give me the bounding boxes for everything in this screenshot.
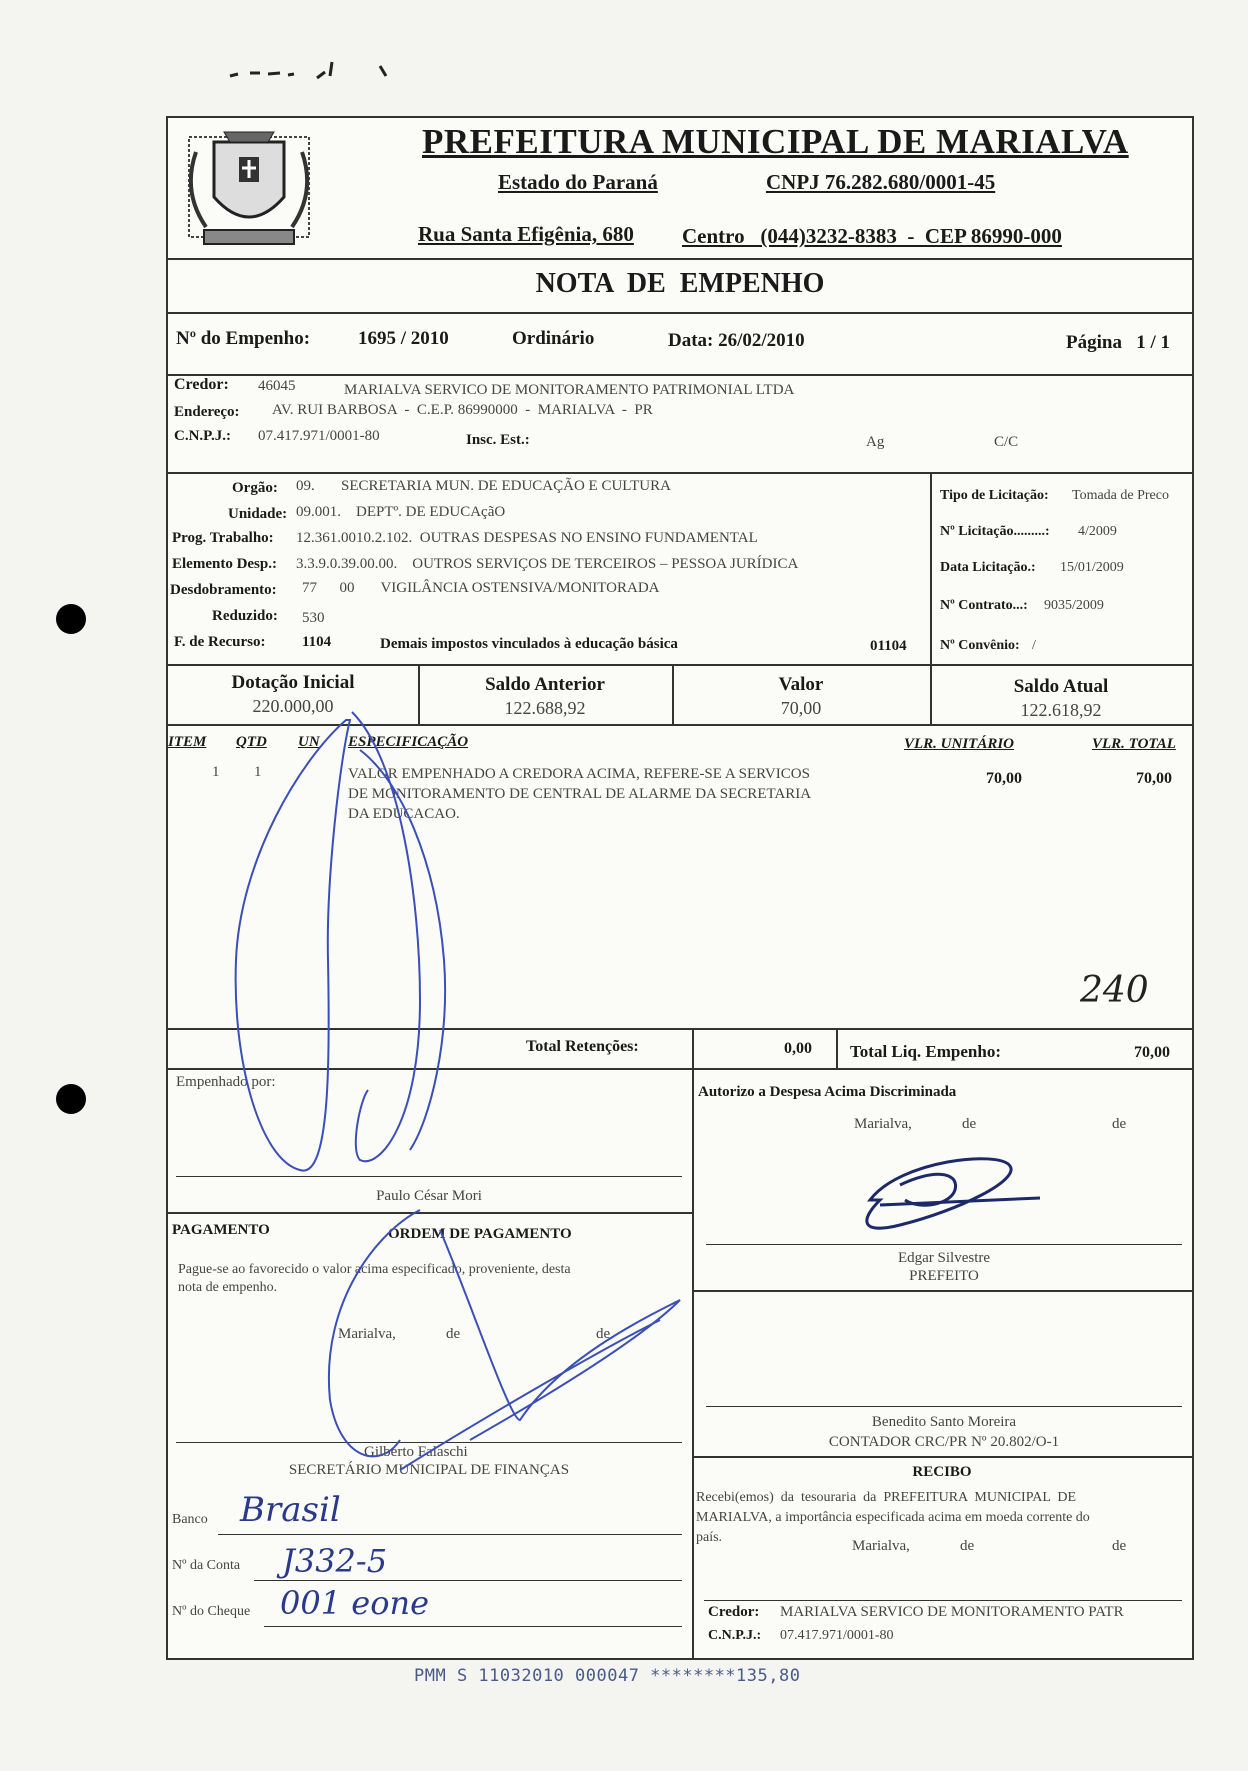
col-header-item: ITEM [168,734,207,750]
unidade-label: Unidade: [228,506,288,522]
orgao-label: Orgão: [232,480,278,496]
municipality-title: PREFEITURA MUNICIPAL DE MARIALVA [422,122,1129,161]
prefeito-name: Edgar Silvestre [897,1250,991,1266]
conta-label: Nº da Conta [172,1558,241,1573]
recibo-text-3: país. [696,1530,723,1545]
dotacao-inicial-value: 220.000,00 [252,696,334,716]
item-spec-line-2: DE MONITORAMENTO DE CENTRAL DE ALARME DA SECRETARIA [348,786,812,802]
empenho-date: Data: 26/02/2010 [668,330,805,351]
empenho-info-section [168,314,1192,376]
recibo-credor-label: Credor: [708,1604,760,1620]
reduzido-value: 530 [302,610,325,626]
contrato-value: 9035/2009 [1044,598,1104,613]
saldo-atual-value: 122.618,92 [1020,700,1102,720]
recibo-cnpj-value: 07.417.971/0001-80 [780,1628,894,1643]
desdobramento-value: 77 00 VIGILÂNCIA OSTENSIVA/MONITORADA [302,580,660,596]
banco-handwritten: Brasil [240,1490,341,1530]
col-header-vlr-unitario: VLR. UNITÁRIO [904,736,1015,752]
contrato-label: Nº Contrato...: [940,598,1028,613]
cheque-label: Nº do Cheque [172,1604,251,1619]
desdobramento-label: Desdobramento: [170,582,277,598]
num-licitacao-value: 4/2009 [1078,524,1117,539]
item-qtd: 1 [254,764,262,780]
empenho-number-label: Nº do Empenho: [176,328,311,349]
recibo-label: RECIBO [912,1464,972,1480]
municipality-cnpj: CNPJ 76.282.680/0001-45 [766,170,996,194]
item-total-value: 70,00 [1136,770,1172,787]
ordem-pagamento-label: ORDEM DE PAGAMENTO [388,1226,572,1242]
total-liq-value: 70,00 [1134,1044,1170,1061]
item-spec-line-3: DA EDUCACAO. [348,806,460,822]
unidade-value: 09.001. DEPTº. DE EDUCAçãO [296,504,506,520]
saldos-section [168,666,1192,726]
recibo-credor-value: MARIALVA SERVICO DE MONITORAMENTO PATR [780,1604,1124,1620]
cheque-handwritten: 001 eone [280,1584,429,1622]
autorizo-de-1: de [962,1116,977,1132]
pagamento-de-1: de [446,1326,461,1342]
recibo-place: Marialva, [852,1538,910,1554]
pagamento-text-1: Pague-se ao favorecido o valor acima especificado, proveniente, desta [178,1262,571,1277]
empenhado-signer: Paulo César Mori [376,1188,482,1204]
saldo-anterior-label: Saldo Anterior [485,674,605,695]
col-header-un: UN [298,734,320,750]
credor-cnpj-label: C.N.P.J.: [174,428,231,444]
prefeito-role: PREFEITO [909,1268,979,1284]
col-header-vlr-total: VLR. TOTAL [1092,736,1176,752]
recibo-text-1: Recebi(emos) da tesouraria da PREFEITURA MUNICIPAL DE [696,1490,1077,1505]
reduzido-label: Reduzido: [212,608,278,624]
recurso-label: F. de Recurso: [174,634,266,650]
elemento-desp-value: 3.3.9.0.39.00.00. OUTROS SERVIÇOS DE TERCEIROS – PESSOA JURÍDICA [296,556,799,572]
top-scribble-marks [220,58,420,88]
pagamento-label: PAGAMENTO [172,1222,270,1238]
total-liq-label: Total Liq. Empenho: [850,1042,1001,1061]
elemento-desp-label: Elemento Desp.: [172,556,277,572]
recurso-code-2: 01104 [870,638,907,654]
orgao-value: 09. SECRETARIA MUN. DE EDUCAÇÃO E CULTURA [296,478,671,494]
convenio-value: / [1032,638,1036,653]
saldo-anterior-value: 122.688,92 [504,698,586,718]
margin-handwritten-note: 240 [1080,970,1149,1011]
autorizo-place: Marialva, [854,1116,912,1132]
prog-trabalho-value: 12.361.0010.2.102. OUTRAS DESPESAS NO ENSINO FUNDAMENTAL [296,530,758,546]
prog-trabalho-label: Prog. Trabalho: [172,530,274,546]
credor-code: 46045 [258,378,296,394]
account-label: C/C [994,434,1019,450]
page-indicator: Página 1 / 1 [1066,332,1170,353]
contador-role: CONTADOR CRC/PR Nº 20.802/O-1 [828,1434,1060,1450]
header-section [168,118,1192,260]
tipo-licitacao-label: Tipo de Licitação: [940,488,1049,503]
data-licitacao-label: Data Licitação.: [940,560,1036,575]
recibo-cnpj-label: C.N.P.J.: [708,1628,762,1643]
valor-label: Valor [778,674,824,695]
autorizo-label: Autorizo a Despesa Acima Discriminada [698,1084,957,1100]
nota-de-empenho-form [166,116,1194,1660]
credor-label: Credor: [174,376,229,393]
insc-est-label: Insc. Est.: [466,432,530,448]
recurso-code: 1104 [302,634,332,650]
empenhado-por-label: Empenhado por: [176,1074,276,1090]
item-number: 1 [212,764,220,780]
recibo-text-2: MARIALVA, a importância especificada acima em moeda corrente do [696,1510,1090,1525]
credor-name: MARIALVA SERVICO DE MONITORAMENTO PATRIMONIAL LTDA [344,382,795,398]
col-header-especificacao: ESPECIFICAÇÃO [348,734,469,750]
punch-hole-bottom [56,1084,86,1114]
autorizo-de-2: de [1112,1116,1127,1132]
empenho-type: Ordinário [512,328,595,349]
items-section [168,726,1192,1030]
recibo-de-1: de [960,1538,975,1554]
signatures-area [168,1070,1192,1658]
secretario-role: SECRETÁRIO MUNICIPAL DE FINANÇAS [288,1462,570,1478]
col-header-qtd: QTD [236,734,267,750]
pagamento-text-2: nota de empenho. [178,1280,278,1295]
secretario-name: Gilberto Falaschi [364,1444,468,1460]
contador-name: Benedito Santo Moreira [871,1414,1017,1430]
pagamento-de-2: de [596,1326,611,1342]
municipality-address: Rua Santa Efigênia, 680 [418,222,634,246]
convenio-label: Nº Convênio: [940,638,1020,653]
dotacao-inicial-label: Dotação Inicial [231,672,355,693]
conta-handwritten: J332-5 [282,1542,388,1580]
footer-bank-code: PMM S 11032010 000047 ********135,80 [414,1666,801,1686]
state-name: Estado do Paraná [498,170,658,194]
doc-title: NOTA DE EMPENHO [535,268,825,299]
credor-cnpj: 07.417.971/0001-80 [258,428,380,444]
credor-section [168,376,1192,474]
item-unit-value: 70,00 [986,770,1022,787]
data-licitacao-value: 15/01/2009 [1060,560,1124,575]
credor-address: AV. RUI BARBOSA - C.E.P. 86990000 - MARIALVA - PR [272,402,653,418]
empenho-number: 1695 / 2010 [358,328,449,349]
municipality-contact: Centro (044)3232-8383 - CEP 86990-000 [682,224,1062,248]
recibo-de-2: de [1112,1538,1127,1554]
coat-of-arms-logo [174,122,324,262]
totals-section [168,1030,1192,1070]
credor-address-label: Endereço: [174,404,240,420]
doc-title-section [168,260,1192,314]
agency-label: Ag [866,434,885,450]
total-retencoes-label: Total Retenções: [526,1038,639,1055]
tipo-licitacao-value: Tomada de Preco [1072,488,1169,503]
banco-label: Banco [172,1512,208,1527]
recurso-desc: Demais impostos vinculados à educação básica [380,636,678,652]
total-retencoes-value: 0,00 [784,1040,812,1057]
num-licitacao-label: Nº Licitação.........: [940,524,1050,539]
saldo-atual-label: Saldo Atual [1013,676,1109,697]
item-spec-line-1: VALOR EMPENHADO A CREDORA ACIMA, REFERE-SE A SERVICOS [348,766,810,782]
valor-value: 70,00 [780,698,822,718]
punch-hole-top [56,604,86,634]
pagamento-place: Marialva, [338,1326,396,1342]
budget-section [168,474,1192,666]
